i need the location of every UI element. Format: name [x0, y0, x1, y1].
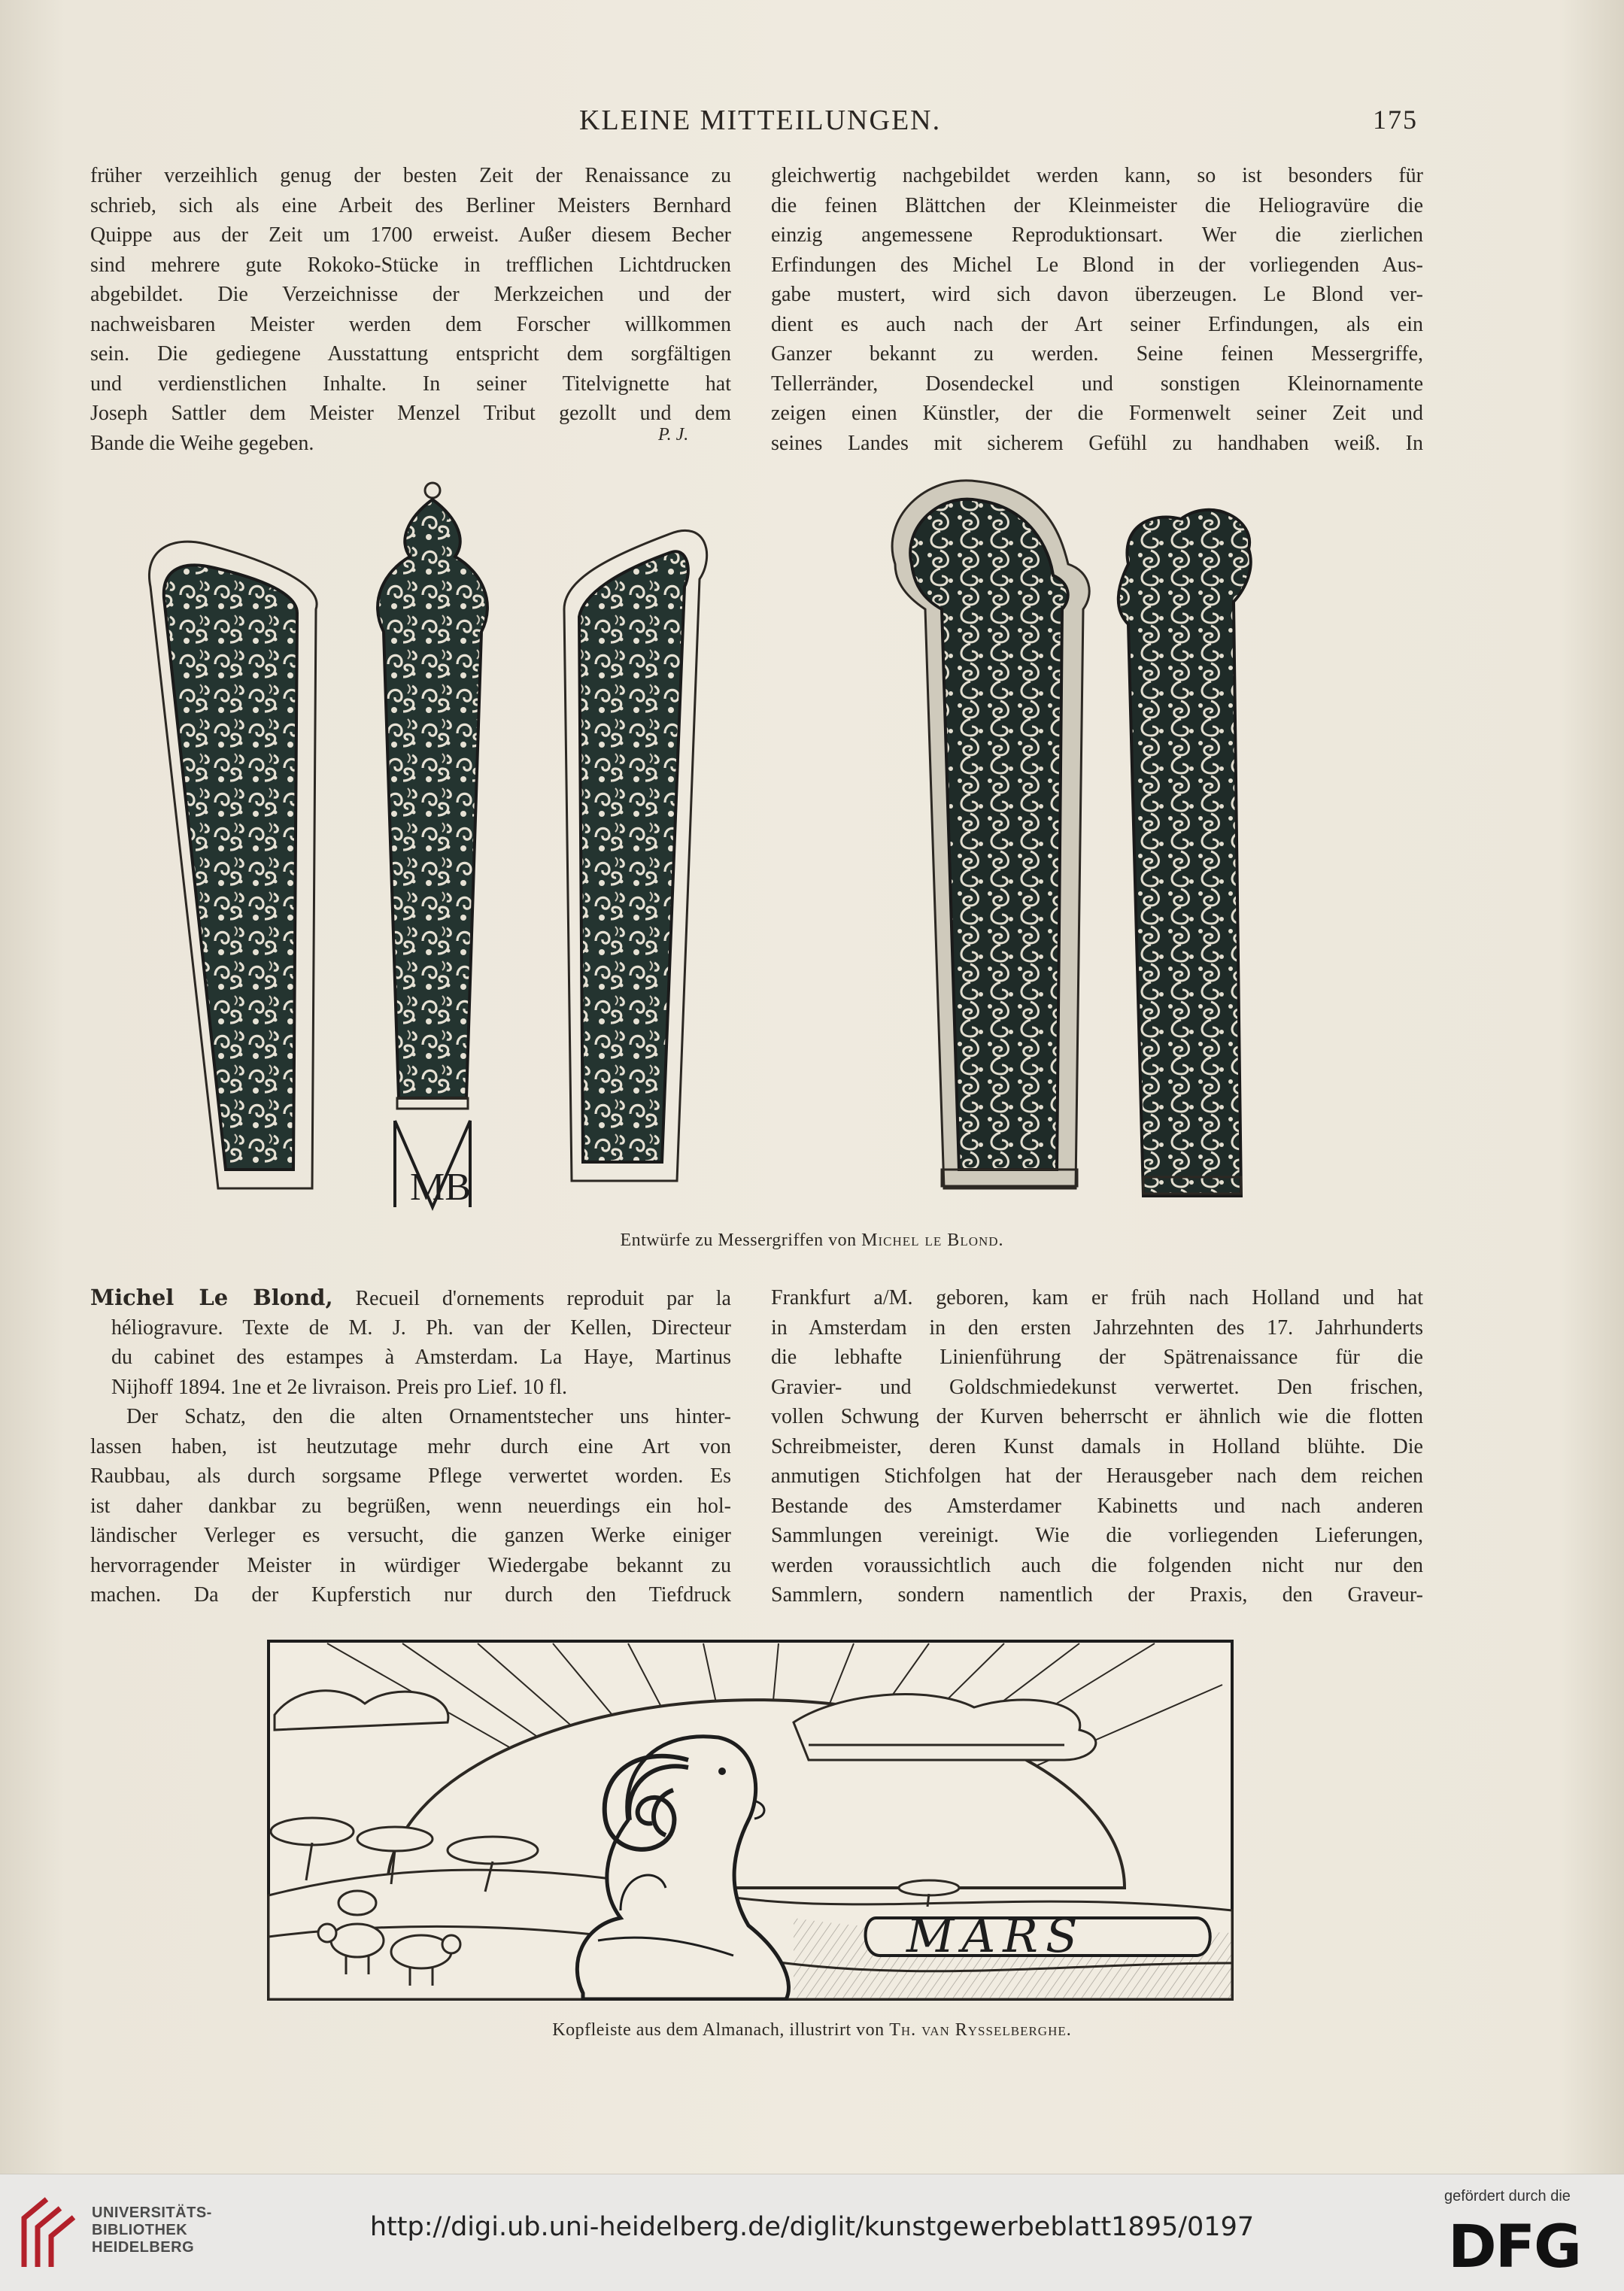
text-line: zeigen einen Künstler, der die Formenwelt seiner Zeit und	[771, 402, 1423, 425]
running-head	[0, 99, 1624, 144]
text-line: Bande die Weihe gegeben.	[90, 431, 314, 455]
text-line: anmutigen Stichfolgen hat der Herausgeber nach dem reichen	[771, 1464, 1423, 1488]
text-line: abgebildet. Die Verzeichnisse der Merkzeichen und der	[90, 283, 731, 306]
dfg-logo: DFG	[1448, 2214, 1581, 2281]
text-column-upper-right	[771, 161, 1423, 458]
text-line: früher verzeihlich genug der besten Zeit der Renaissance zu	[90, 164, 731, 187]
text-line	[90, 1283, 731, 1313]
text-line: Sammlern, sondern namentlich der Praxis, den Graveur-	[771, 1583, 1423, 1607]
text-line: gleichwertig nachgebildet werden kann, so ist besonders für	[771, 164, 1423, 187]
monogram-text: MB	[410, 1166, 471, 1209]
text-line: Erfindungen des Michel Le Blond in der vorliegenden Aus-	[771, 253, 1423, 277]
text-column-lower-right	[771, 1283, 1423, 1610]
text-line: vollen Schwung der Kurven beherrscht er ähnlich wie die flotten	[771, 1405, 1423, 1428]
text-line: machen. Da der Kupferstich nur durch den Tiefdruck	[90, 1583, 731, 1607]
text-line: und verdienstlichen Inhalte. In seiner Titelvignette hat	[90, 372, 731, 396]
text-line: schrieb, sich als eine Arbeit des Berliner Meisters Bernhard	[90, 193, 731, 217]
caption-artist: Michel le Blond.	[861, 1230, 1004, 1250]
knife-handle-illustration	[143, 474, 1264, 1215]
text-line: Schreibmeister, deren Kunst damals in Holland blühte. Die	[771, 1434, 1423, 1458]
text-line: Tellerränder, Dosendeckel und sonstigen Kleinornamente	[771, 372, 1423, 396]
knife-handle-4	[892, 481, 1089, 1188]
text-line: sind mehrere gute Rokoko-Stücke in trefflichen Lichtdrucken	[90, 253, 731, 277]
text-line: Ganzer bekannt zu werden. Seine feinen Messergriffe,	[771, 342, 1423, 366]
text-line: sein. Die gediegene Ausstattung entspricht dem sorgfältigen	[90, 342, 731, 366]
knife-handle-5	[1119, 510, 1251, 1196]
text-column-lower-left	[90, 1283, 731, 1610]
digitization-footer	[0, 2174, 1624, 2291]
page-number: 175	[1373, 105, 1418, 135]
author-signature: P. J.	[658, 425, 689, 445]
text-line: werden voraussichtlich auch die folgenden nicht nur den	[771, 1553, 1423, 1577]
text-fragment: Recueil d'ornements reproduit par la	[332, 1287, 731, 1310]
library-name-line: UNIVERSITÄTS-	[92, 2205, 212, 2221]
text-line: gabe mustert, wird sich davon überzeugen. Le Blond ver-	[771, 283, 1423, 306]
text-line: héliogravure. Texte de M. J. Ph. van der Kellen, Directeur	[111, 1315, 731, 1340]
text-line: in Amsterdam in den ersten Jahrzehnten des 17. Jahrhunderts	[771, 1315, 1423, 1340]
text-line: Raubbau, als durch sorgsame Pflege verwertet worden. Es	[90, 1464, 731, 1488]
text-line: Joseph Sattler dem Meister Menzel Tribut gezollt und dem	[90, 402, 731, 425]
text-line: einzig angemessene Reproduktionsart. Wer die zierlichen	[771, 223, 1423, 247]
text-line: seines Landes mit sicherem Gefühl zu handhaben weiß. In	[771, 431, 1423, 455]
text-line: nachweisbaren Meister werden dem Forscher willkommen	[90, 312, 731, 336]
monogram	[395, 1121, 471, 1209]
library-name-line: HEIDELBERG	[92, 2239, 195, 2256]
text-line: dient es auch nach der Art seiner Erfindungen, als ein	[771, 312, 1423, 336]
text-line: Frankfurt a/M. geboren, kam er früh nach Holland und hat	[771, 1286, 1423, 1309]
text-line: Gravier- und Goldschmiedekunst verwertet. Den frischen,	[771, 1375, 1423, 1399]
text-line: lassen haben, ist heutzutage mehr durch eine Art von	[90, 1434, 731, 1458]
knife-handle-2	[378, 483, 487, 1109]
mars-title: MARS	[906, 1908, 1085, 1963]
caption-text: Entwürfe zu Messergriffen von	[620, 1230, 862, 1250]
text-line: du cabinet des estampes à Amsterdam. La Haye, Martinus	[111, 1346, 731, 1369]
text-column-upper-left	[90, 161, 731, 458]
library-name-line: BIBLIOTHEK	[92, 2222, 188, 2238]
text-line: hervorragender Meister in würdiger Wiedergabe bekannt zu	[90, 1553, 731, 1577]
figure-caption-1	[0, 1230, 1624, 1251]
text-line: Nijhoff 1894. 1ne et 2e livraison. Preis pro Lief. 10 fl.	[111, 1375, 568, 1399]
text-line: ländischer Verleger es versucht, die ganzen Werke einiger	[90, 1524, 731, 1547]
text-line: die feinen Blättchen der Kleinmeister die Heliogravüre die	[771, 193, 1423, 217]
caption-text: Kopfleiste aus dem Almanach, illustrirt von	[552, 2020, 890, 2040]
funding-label: gefördert durch die	[1444, 2188, 1571, 2205]
text-line: Sammlungen vereinigt. Wie die vorliegenden Lieferungen,	[771, 1524, 1423, 1547]
permalink-url[interactable]: http://digi.ub.uni-heidelberg.de/diglit/kunstgewerbeblatt1895/0197	[369, 2212, 1255, 2242]
caption-artist: Th. van Rysselberghe.	[889, 2020, 1072, 2040]
running-head-title: KLEINE MITTEILUNGEN.	[579, 105, 942, 136]
figure-caption-2	[0, 2020, 1624, 2041]
mars-headpiece-illustration	[267, 1640, 1234, 2001]
text-line: Quippe aus der Zeit um 1700 erweist. Außer diesem Becher	[90, 223, 731, 247]
knife-handle-1	[149, 542, 317, 1188]
text-line: die lebhafte Linienführung der Spätrenaissance für die	[771, 1346, 1423, 1369]
text-line: ist daher dankbar zu begrüßen, wenn neuerdings ein hol-	[90, 1494, 731, 1518]
text-line: Der Schatz, den die alten Ornamentstecher uns hinter-	[126, 1405, 731, 1428]
review-heading: Michel Le Blond,	[90, 1285, 333, 1310]
knife-handle-3	[564, 530, 707, 1181]
text-line: Bestande des Amsterdamer Kabinetts und nach anderen	[771, 1494, 1423, 1518]
